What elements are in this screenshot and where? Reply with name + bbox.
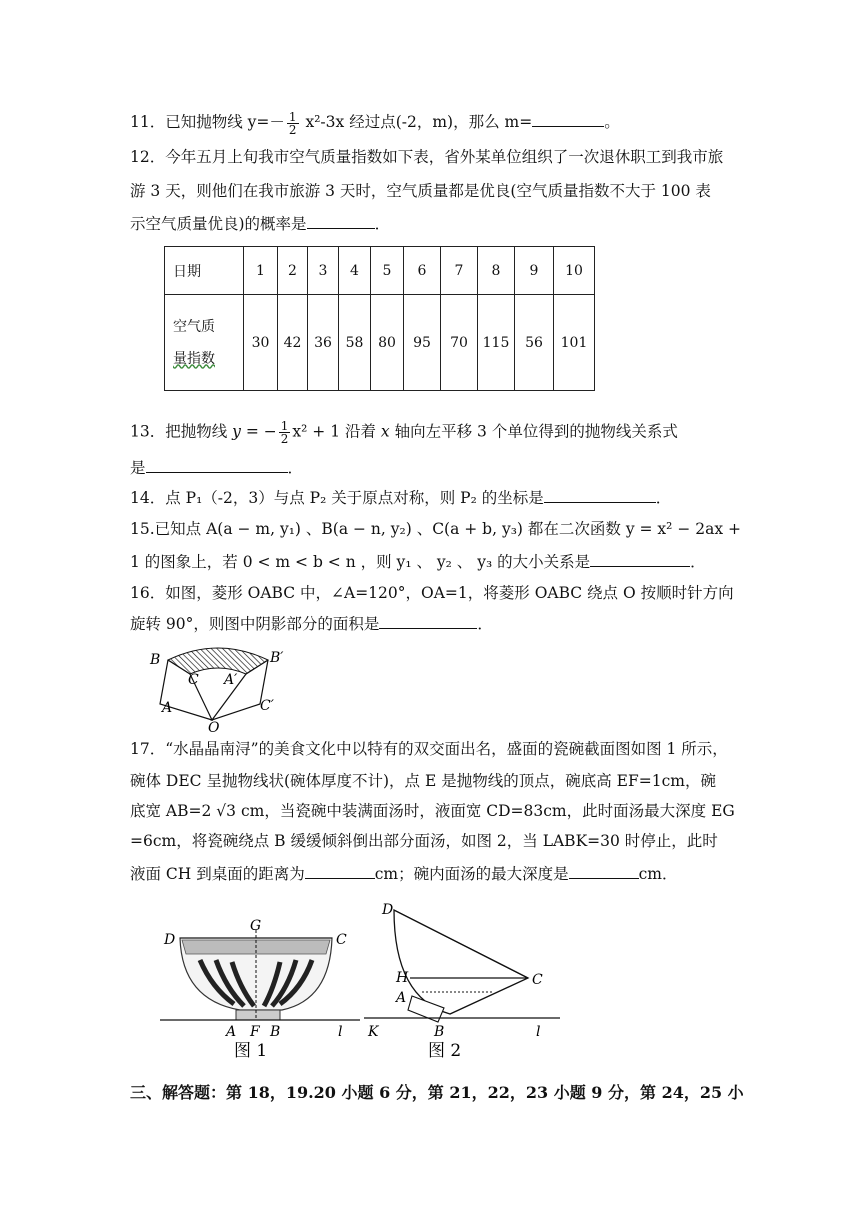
question-12-line3: 示空气质量优良)的概率是 ． [130, 212, 390, 235]
bowl-foot [236, 1010, 280, 1020]
table-cell: 6 [404, 247, 441, 295]
table-cell: 1 [244, 247, 278, 295]
label-C: C [336, 932, 347, 948]
table-cell: 5 [371, 247, 404, 295]
label-A: A [162, 700, 173, 716]
air-quality-table [164, 246, 595, 391]
table-cell: 4 [339, 247, 371, 295]
answer-blank-15[interactable] [590, 550, 690, 567]
label-B: B [434, 1024, 445, 1040]
label-B-prime: B′ [270, 650, 284, 666]
question-13-line1: 13．把抛物线 y = − $\frac{1}{2}$ x² + 1 沿着 x 轴向左平移 3 个单位得到的抛物线关系式 [130, 419, 678, 446]
question-13-line2: 是 ． [130, 456, 303, 479]
label-C: C [188, 672, 199, 688]
table-header-aqi: 空气质 量指数 [165, 295, 244, 391]
label-O: O [208, 720, 220, 732]
question-15-line1: 15.已知点 A(a − m, y₁) 、B(a − n, y₂) 、C(a + b, y₃) 都在二次函数 y = x² − 2ax + [130, 520, 741, 538]
label-C-prime: C′ [260, 698, 274, 714]
table-cell: 8 [478, 247, 515, 295]
label-A: A [396, 990, 407, 1006]
question-17-line4: =6cm，将瓷碗绕点 B 缓缓倾斜倒出部分面汤，如图 2，当 LABK=30 时停止，此时 [130, 832, 718, 850]
table-cell: 101 [554, 295, 595, 391]
table-cell: 3 [308, 247, 339, 295]
table-cell: 7 [441, 247, 478, 295]
table-cell: 30 [244, 295, 278, 391]
table-cell: 9 [515, 247, 554, 295]
fraction-half: $\frac{1}{2}$ [280, 419, 289, 446]
table-cell: 10 [554, 247, 595, 295]
bowl-figure-1 [160, 908, 370, 1060]
answer-blank-11[interactable] [532, 110, 604, 127]
label-B: B [150, 652, 161, 668]
answer-blank-16[interactable] [379, 612, 477, 629]
label-H: H [396, 970, 409, 986]
table-row-dates [165, 247, 595, 295]
caption-figure-2: 图 2 [428, 1041, 462, 1060]
answer-blank-17a[interactable] [305, 862, 375, 879]
label-A-prime: A′ [224, 672, 238, 688]
question-17-line1: 17．“水晶晶南浔”的美食文化中以特有的双交面出名，盛面的瓷碗截面图如图 1 所示， [130, 740, 728, 758]
label-l: l [536, 1024, 541, 1040]
question-12-line1: 12．今年五月上旬我市空气质量指数如下表，省外某单位组织了一次退休职工到我市旅 [130, 148, 724, 166]
table-cell: 70 [441, 295, 478, 391]
question-16-line1: 16．如图，菱形 OABC 中，∠A=120°，OA=1，将菱形 OABC 绕点 O 按顺时针方向 [130, 584, 734, 602]
table-cell: 115 [478, 295, 515, 391]
fraction-half: $\frac{1}{2}$ [288, 109, 297, 137]
table-cell: 80 [371, 295, 404, 391]
table-row-values [165, 295, 595, 391]
question-16-line2: 旋转 90°，则图中阴影部分的面积是 ． [130, 612, 493, 635]
caption-figure-1: 图 1 [234, 1041, 268, 1060]
answer-blank-13[interactable] [146, 456, 288, 473]
label-G: G [250, 918, 262, 934]
label-K: K [368, 1024, 379, 1040]
bowl-figure-2 [364, 898, 564, 1060]
table-cell: 36 [308, 295, 339, 391]
label-C: C [532, 972, 543, 988]
label-D: D [382, 902, 394, 918]
question-11: 11．已知抛物线 y=－ $\frac{1}{2}$ x²-3x 经过点(-2，m)，那么 m= 。 [130, 109, 620, 137]
label-A: A [226, 1024, 237, 1040]
label-F: F [250, 1024, 260, 1040]
rhombus-rotation-figure [140, 640, 300, 732]
section-3-heading: 三、解答题：第 18，19.20 小题 6 分，第 21，22，23 小题 9 分，第 24，25 小 [130, 1083, 744, 1102]
table-cell: 58 [339, 295, 371, 391]
table-header-date: 日期 [165, 247, 244, 295]
question-17-line3: 底宽 AB=2 √3 cm，当瓷碗中装满面汤时，液面宽 CD=83cm，此时面汤最大深度 EG [130, 802, 735, 820]
table-cell: 56 [515, 295, 554, 391]
question-12-line2: 游 3 天，则他们在我市旅游 3 天时，空气质量都是优良(空气质量指数不大于 100 表 [130, 182, 711, 200]
answer-blank-12[interactable] [307, 212, 375, 229]
answer-blank-14[interactable] [544, 486, 656, 503]
label-B: B [270, 1024, 281, 1040]
label-l: l [338, 1024, 343, 1040]
table-cell: 2 [278, 247, 308, 295]
question-15-line2: 1 的图象上，若 0 < m < b < n ，则 y₁ 、 y₂ 、 y₃ 的大小关系是 ． [130, 550, 706, 573]
table-cell: 95 [404, 295, 441, 391]
question-17-line2: 碗体 DEC 呈抛物线状(碗体厚度不计)，点 E 是抛物线的顶点，碗底高 EF=1cm，碗 [130, 772, 716, 790]
question-17-line5: 液面 CH 到桌面的距离为 cm；碗内面汤的最大深度是 cm． [130, 862, 678, 885]
answer-blank-17b[interactable] [569, 862, 639, 879]
question-14: 14．点 P₁（-2，3）与点 P₂ 关于原点对称，则 P₂ 的坐标是 ． [130, 486, 671, 509]
label-D: D [164, 932, 176, 948]
table-cell: 42 [278, 295, 308, 391]
